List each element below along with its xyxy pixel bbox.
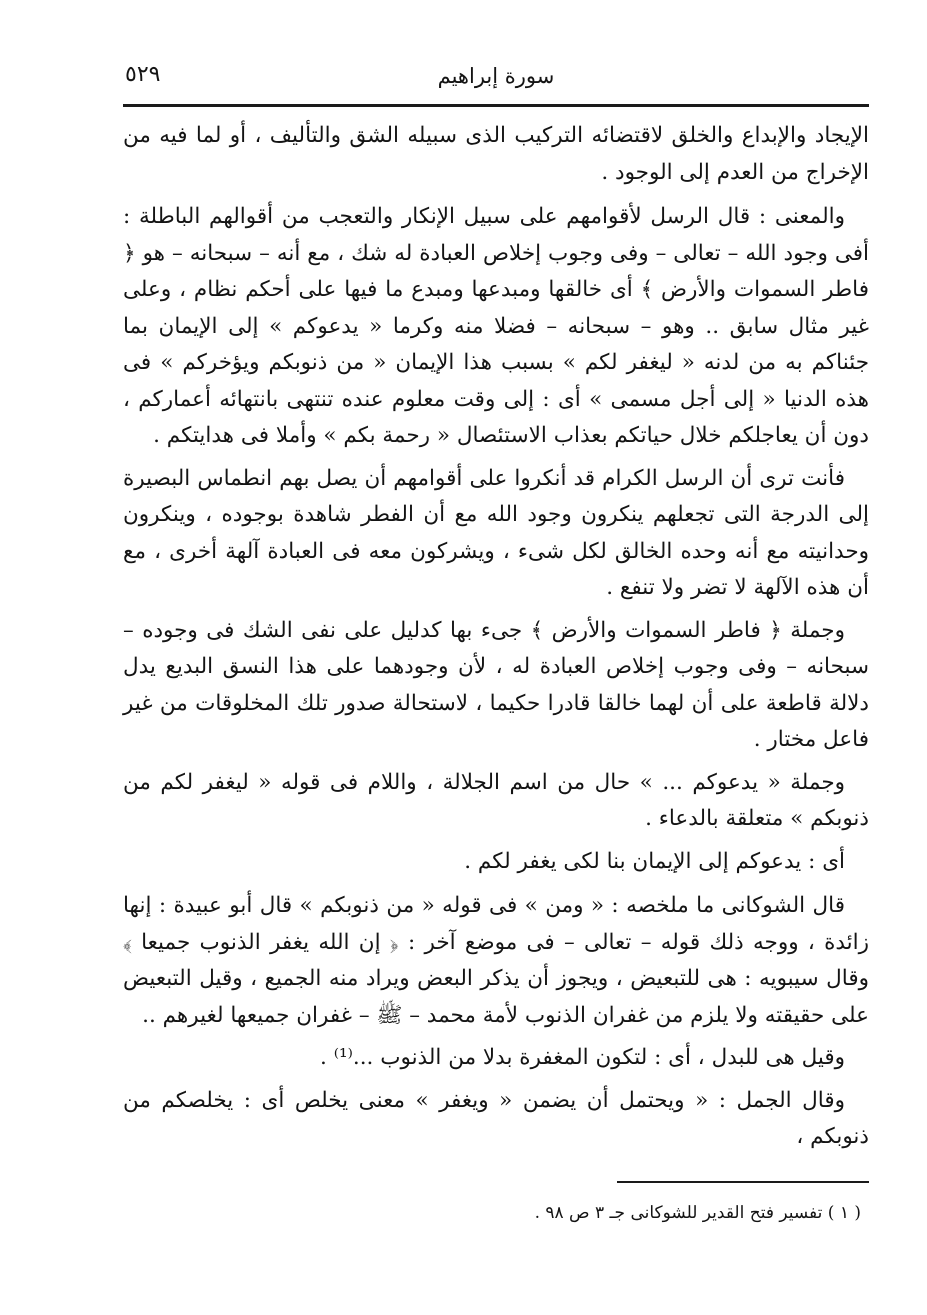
header-divider [123,104,869,107]
page-number: ٥٢٩ [125,62,161,87]
paragraph: وقيل هى للبدل ، أى : لتكون المغفرة بدلا من الذنوب ...⁽¹⁾ . [320,1045,845,1070]
paragraph: والمعنى : قال الرسل لأقوامهم على سبيل الإنكار والتعجب من أقوالهم الباطلة : أفى وجود الله – تعالى – وفى وجوب إخلاص العبادة له شك ، مع أنه – سبحانه – هو ﴿ فاطر السموات والأرض ﴾ أى خالقها ومبدعها ومبدع ما فيها على أحكم نظام ، وعلى غير مثال سابق .. وهو – سبحانه – فضلا منه وكرما « يدعوكم » إلى الإيمان بما جئناكم به من لدنه « ليغفر لكم » بسبب هذا الإيمان « من ذنوبكم ويؤخركم » فى هذه الدنيا « إلى أجل مسمى » أى : إلى وقت معلوم عنده تنتهى بانتهائه أعماركم ، دون أن يعاجلكم خلال حياتكم بعذاب الاستئصال « رحمة بكم » وأملا فى هدايتكم . [123,204,869,448]
paragraph: فأنت ترى أن الرسل الكرام قد أنكروا على أقوامهم أن يصل بهم انطماس البصيرة إلى الدرجة التى تجعلهم ينكرون وجود الله مع أن الفطر شاهدة بوجوده ، وينكرون وحدانيته مع أنه وحده الخالق لكل شىء ، ويشركون معه فى العبادة آلهة أخرى ، مع أن هذه الآلهة لا تضر ولا تنفع . [123,465,869,600]
footnote: ( ١ ) تفسير فتح القدير للشوكانى جـ ٣ ص ٩٨ . [534,1203,861,1223]
paragraph: وجملة « يدعوكم ... » حال من اسم الجلالة ، واللام فى قوله « ليغفر لكم من ذنوبكم » متعلقة بالدعاء . [123,769,869,831]
paragraph: وجملة ﴿ فاطر السموات والأرض ﴾ جىء بها كدليل على نفى الشك فى وجوده – سبحانه – وفى وجوب إخلاص العبادة له ، لأن وجودهما على هذا النسق البديع يدل دلالة قاطعة على أن لهما خالقا قادرا حكيما ، لاستحالة صدور تلك المخلوقات من غير فاعل مختار . [123,617,869,752]
page-header [123,58,869,98]
paragraph: قال الشوكانى ما ملخصه : « ومن » فى قوله « من ذنوبكم » قال أبو عبيدة : إنها زائدة ، ووجه ذلك قوله – تعالى – فى موضع آخر : ﴿ إن الله يغفر الذنوب جميعا ﴾ وقال سيبويه : هى للتبعيض ، ويجوز أن يذكر البعض ويراد منه الجميع ، وقيل التبعيض على حقيقته ولا يلزم من غفران الذنوب لأمة محمد – ﷺ – غفران جميعها لغيرهم .. [123,893,869,1028]
paragraph: وقال الجمل : « ويحتمل أن يضمن « ويغفر » معنى يخلص أى : يخلصكم من ذنوبكم ، [123,1087,869,1149]
footnote-divider [617,1181,869,1183]
paragraph: الإيجاد والإبداع والخلق لاقتضائه التركيب الذى سبيله الشق والتأليف ، أو لما فيه من الإخراج من العدم إلى الوجود . [123,123,869,185]
paragraph: أى : يدعوكم إلى الإيمان بنا لكى يغفر لكم . [464,848,845,874]
main-text [123,118,869,1162]
running-title: سورة إبراهيم [437,64,555,88]
